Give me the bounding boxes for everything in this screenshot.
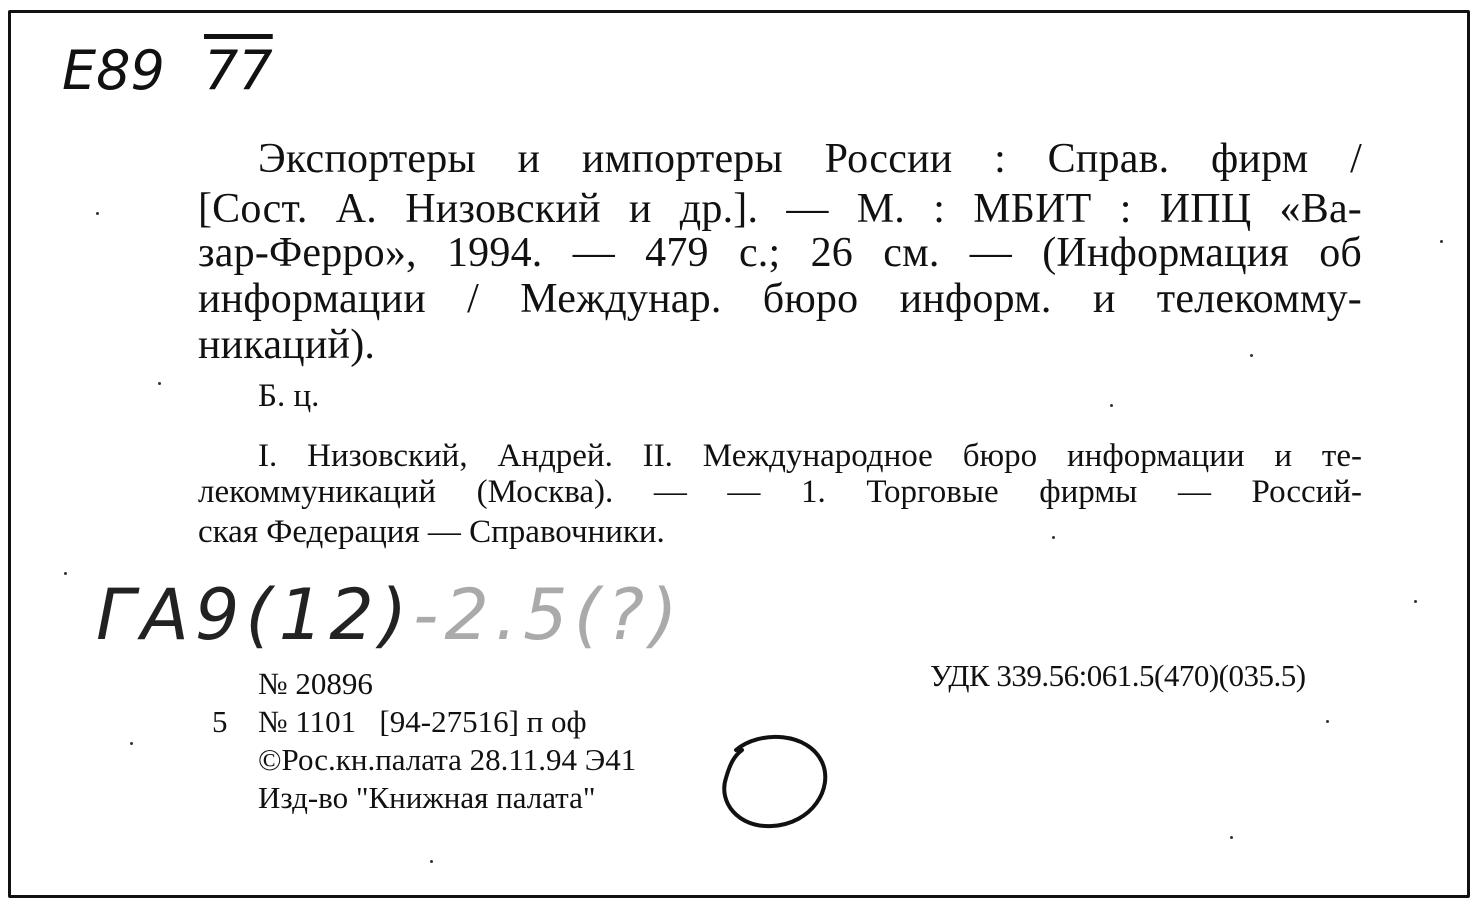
publisher-line: Изд-во "Книжная палата" [258,780,596,815]
speckle [1230,836,1233,839]
circle-mark-stroke [724,737,825,826]
speckle [1052,536,1055,539]
handwritten-classification [96,574,684,656]
description-line-4: информации / Междунар. бюро информ. и телекомму- [198,276,1362,322]
handwritten-code-letters: Е89 [62,39,165,102]
print-line: № 1101 [94-27516] п оф [258,704,587,739]
speckle [64,572,67,575]
subjects-line-3: ская Федерация — Справочники. [198,514,665,550]
udc-code: УДК 339.56:061.5(470)(035.5) [930,658,1306,693]
copyright-line: ©Рос.кн.палата 28.11.94 Э41 [258,742,637,777]
description-line-2: [Сост. А. Низовский и др.]. — М. : МБИТ : ИПЦ «Ва- [198,186,1362,232]
speckle [130,742,133,745]
subjects-line-2: лекоммуникаций (Москва). — — 1. Торговые фирмы — Россий- [198,474,1362,510]
speckle [1250,354,1253,357]
speckle [1440,240,1443,243]
speckle [430,860,433,863]
speckle [1326,720,1329,723]
description-line-3: зар-Ферро», 1994. — 479 с.; 26 см. — (Информация об [198,230,1362,276]
description-line-5: никаций). [198,322,376,368]
speckle [158,382,161,385]
subjects-line-1: I. Низовский, Андрей. II. Международное бюро информации и те- [258,438,1362,474]
description-line-1: Экспортеры и импортеры России : Справ. фирм / [258,136,1362,182]
circle-mark [712,728,836,832]
print-prefix: 5 [212,704,228,739]
classification-prefix: ГА9(12) [96,574,414,656]
record-number: № 20896 [258,666,373,701]
handwritten-code [62,39,273,102]
speckle [1414,600,1417,603]
speckle [1110,404,1113,407]
classification-suffix: -2.5(?) [413,574,684,656]
price-note: Б. ц. [258,378,320,414]
speckle [96,212,99,215]
handwritten-code-number: 77 [204,39,273,102]
